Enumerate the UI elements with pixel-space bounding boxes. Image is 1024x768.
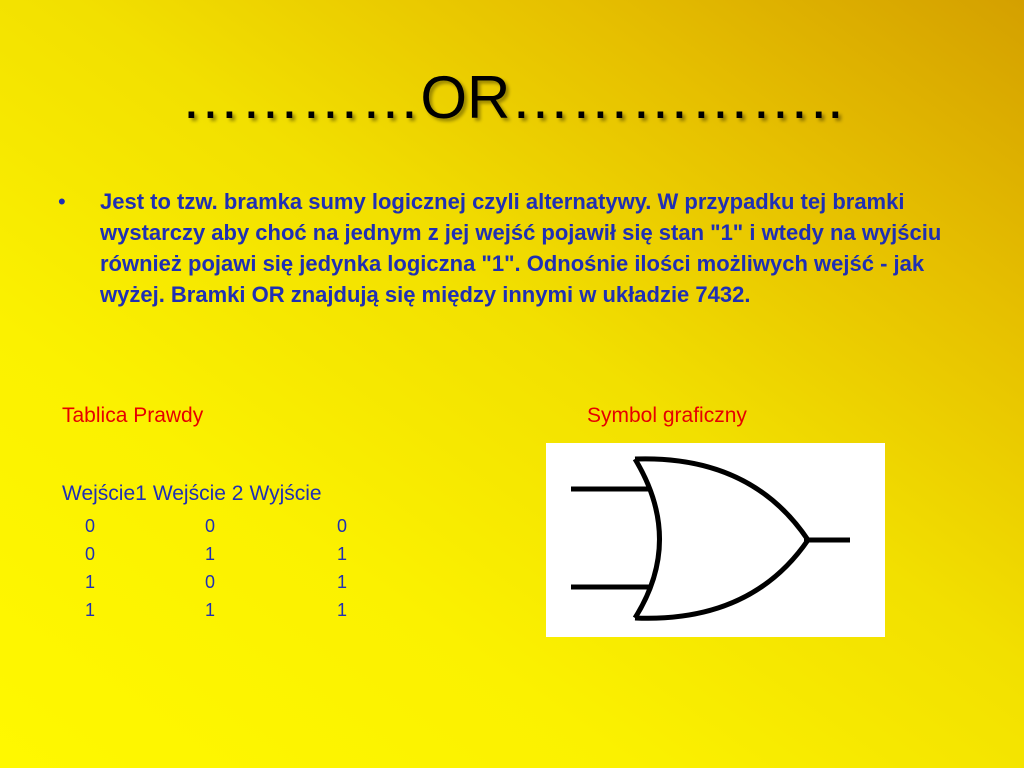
table-cell: 0: [84, 516, 95, 536]
truth-table-label: Tablica Prawdy: [62, 404, 204, 427]
table-cell: 1: [204, 544, 215, 564]
table-cell: 0: [204, 516, 215, 536]
table-cell: 0: [84, 544, 95, 564]
bullet-marker: •: [58, 189, 66, 214]
or-gate-back-curve: [635, 459, 660, 618]
table-row: [62, 596, 382, 624]
truth-table-body: [62, 512, 382, 624]
table-cell: 1: [336, 544, 347, 564]
or-gate-symbol-box: [546, 443, 885, 637]
table-cell: 1: [84, 600, 95, 620]
table-cell: 1: [336, 600, 347, 620]
slide-title: …………OR……………..: [180, 64, 844, 131]
table-row: [62, 512, 382, 540]
bullet-paragraph: [58, 186, 968, 310]
bullet-text: Jest to tzw. bramka sumy logicznej czyli alternatywy. W przypadku tej bramki wystarczy aby choć na jednym z jej wejść pojawił się stan "1" i wtedy na wyjściu również pojawi się jedynka logiczna "1". Odnośnie ilości możliwych wejść - jak wyżej. Bramki OR znajdują się między innymi w układzie 7432.: [100, 189, 942, 307]
table-row: [62, 568, 382, 596]
header-input-2: Wejście 2: [152, 482, 244, 505]
table-cell: 0: [204, 572, 215, 592]
header-input-1: Wejście1: [62, 482, 147, 505]
symbol-label: Symbol graficzny: [587, 404, 747, 427]
table-cell: 1: [204, 600, 215, 620]
table-cell: 1: [336, 572, 347, 592]
table-cell: 0: [336, 516, 347, 536]
header-output: Wyjście: [249, 482, 322, 505]
or-gate-icon: [546, 443, 885, 637]
table-row: [62, 540, 382, 568]
truth-table-header: [62, 481, 328, 507]
table-cell: 1: [84, 572, 95, 592]
